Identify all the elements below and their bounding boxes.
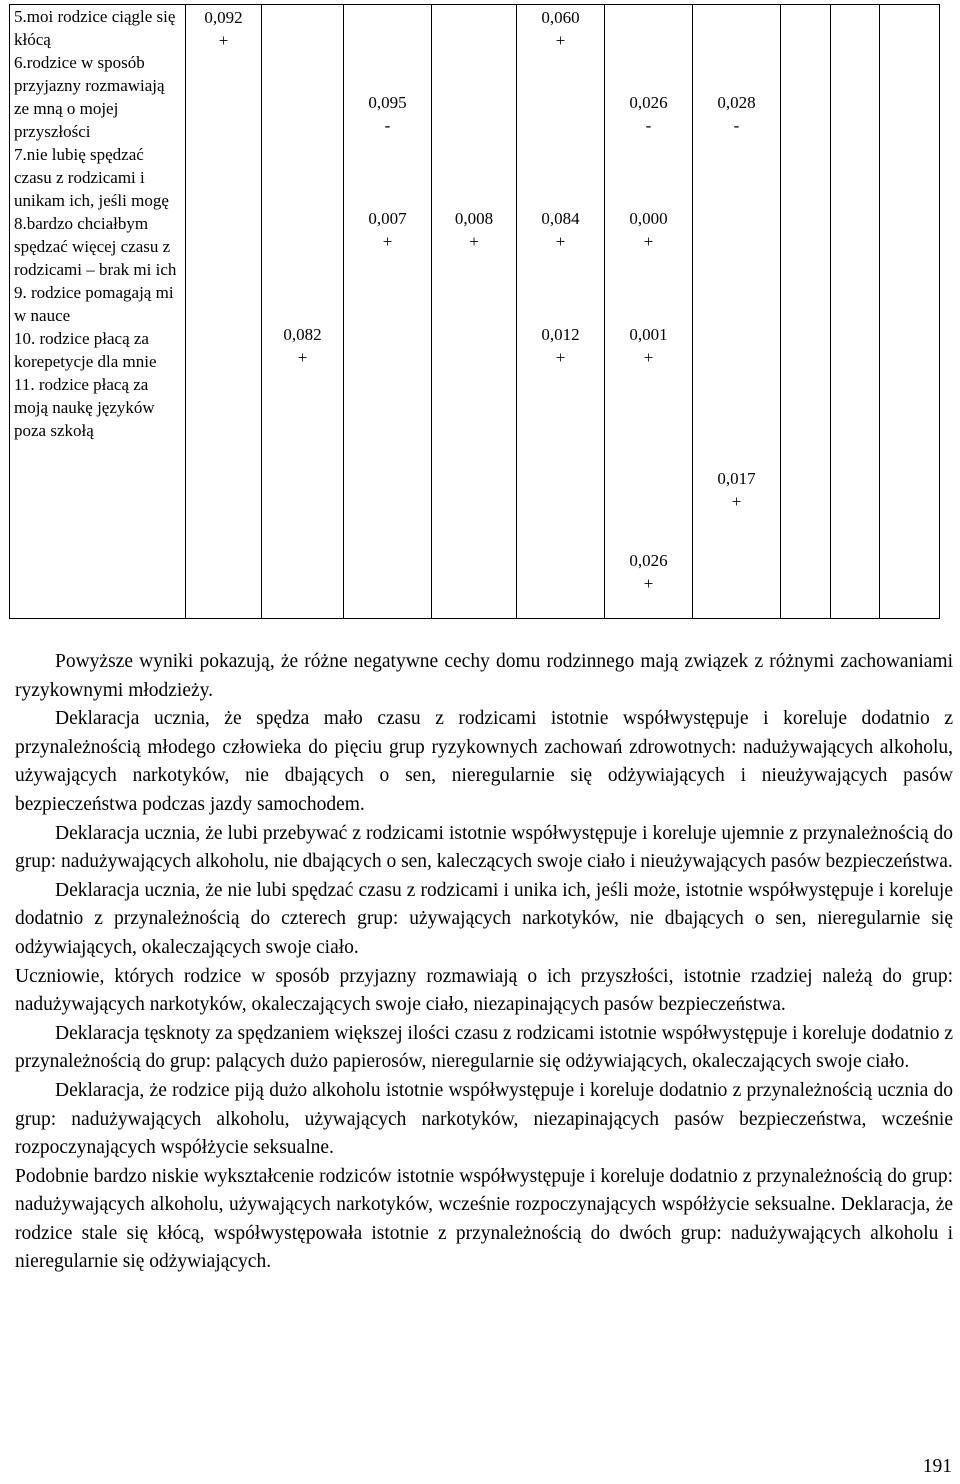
- body-text: [15, 648, 953, 1277]
- paragraph: Uczniowie, których rodzice w sposób przyjazny rozmawiają o ich przyszłości, istotnie rzadziej należą do grup: nadużywających narkotyków, okaleczających swoje ciało, niezapinających pasów bezpieczeństwa.: [15, 965, 953, 1016]
- paragraph: Deklaracja ucznia, że spędza mało czasu z rodzicami istotnie współwystępuje i koreluje dodatnio z przynależnością młodego człowieka do pięciu grup ryzykownych zachowań zdrowotnych: nadużywających alkoholu, używających narkotyków, nie dbających o sen, nieregularnie się odżywiających i nieużywających pasów bezpieczeństwa podczas jazdy samochodem.: [15, 708, 953, 815]
- paragraph: Deklaracja, że rodzice piją dużo alkoholu istotnie współwystępuje i koreluje dodatnio z przynależnością ucznia do grup: nadużywających alkoholu, używających narkotyków, niezapinających pasów bezpieczeństwa, wcześnie rozpoczynających współżycie seksualne.: [15, 1079, 953, 1159]
- value-column-5: [517, 5, 605, 619]
- value-column-6: [605, 5, 693, 619]
- paragraph: Powyższe wyniki pokazują, że różne negatywne cechy domu rodzinnego mają związek z różnymi zachowaniami ryzykownymi młodzieży.: [15, 651, 953, 701]
- paragraph: Deklaracja tęsknoty za spędzaniem większej ilości czasu z rodzicami istotnie współwystępuje i koreluje dodatnio z przynależnością do grup: palących dużo papierosów, nieregularnie się odżywiających, okaleczających swoje ciało.: [15, 1022, 953, 1073]
- value-column-4: [432, 5, 517, 619]
- table-cell-value: 0,001 +: [629, 325, 668, 367]
- row-label-6: 6.rodzice w sposób przyjazny rozmawiają ze mną o mojej przyszłości: [14, 53, 165, 141]
- row-label-5: 5.moi rodzice ciągle się kłócą: [14, 7, 176, 49]
- row-label-10: 10. rodzice płacą za korepetycje dla mnie: [14, 329, 157, 371]
- table-cell-value: 0,008 +: [454, 209, 494, 251]
- value-column-10: [880, 5, 940, 619]
- row-label-7: 7.nie lubię spędzać czasu z rodzicami i unikam ich, jeśli mogę: [14, 145, 169, 210]
- paragraph: Deklaracja ucznia, że nie lubi spędzać czasu z rodzicami i unika ich, jeśli może, istotnie współwystępuje i koreluje dodatnio z przynależnością do czterech grup: używających narkotyków, nie dbających o sen, nieregularnie się odżywiających, okaleczających swoje ciało.: [15, 879, 953, 958]
- value-column-3: [344, 5, 432, 619]
- value-column-9: [831, 5, 880, 619]
- table-cell-value: 0,060 +: [541, 8, 580, 50]
- table-cell-value: 0,082 +: [283, 325, 322, 367]
- results-table: [9, 4, 940, 619]
- table-cell-value: 0,028 -: [717, 93, 756, 135]
- row-label-8: 8.bardzo chciałbym spędzać więcej czasu z rodzicami – brak mi ich: [14, 214, 177, 279]
- table-cell-value: 0,095 -: [368, 93, 407, 135]
- row-labels-cell: [10, 5, 186, 619]
- table-cell-value: 0,007 +: [368, 209, 407, 251]
- value-column-2: [262, 5, 344, 619]
- value-column-1: [186, 5, 262, 619]
- row-label-9: 9. rodzice pomagają mi w nauce: [14, 283, 174, 325]
- row-label-11: 11. rodzice płacą za moją naukę języków poza szkołą: [14, 375, 155, 440]
- table-cell-value: 0,017 +: [717, 469, 756, 511]
- table-cell-value: 0,026 -: [629, 93, 668, 135]
- table-cell-value: 0,012 +: [541, 325, 580, 367]
- value-column-7: [693, 5, 781, 619]
- value-column-8: [781, 5, 831, 619]
- table-cell-value: 0,084 +: [541, 209, 580, 251]
- table-cell-value: 0,026 +: [629, 551, 668, 593]
- table-cell-value: 0,092 +: [204, 8, 243, 50]
- page-number: 191: [922, 1456, 952, 1477]
- paragraph: Deklaracja ucznia, że lubi przebywać z rodzicami istotnie współwystępuje i koreluje ujemnie z przynależnością do grup: nadużywających alkoholu, nie dbających o sen, kaleczących swoje ciało i nieużywających pasów bezpieczeństwa.: [15, 822, 953, 873]
- table-cell-value: 0,000 +: [629, 209, 668, 251]
- paragraph: Podobnie bardzo niskie wykształcenie rodziców istotnie współwystępuje i koreluje dodatnio z przynależnością do grup: nadużywających alkoholu, używających narkotyków, wcześnie rozpoczynających współżycie seksualne. Deklaracja, że rodzice stale się kłócą, współwystępowała istotnie z przynależnością do dwóch grup: nadużywających alkoholu i nieregularnie się odżywiających.: [15, 1165, 953, 1273]
